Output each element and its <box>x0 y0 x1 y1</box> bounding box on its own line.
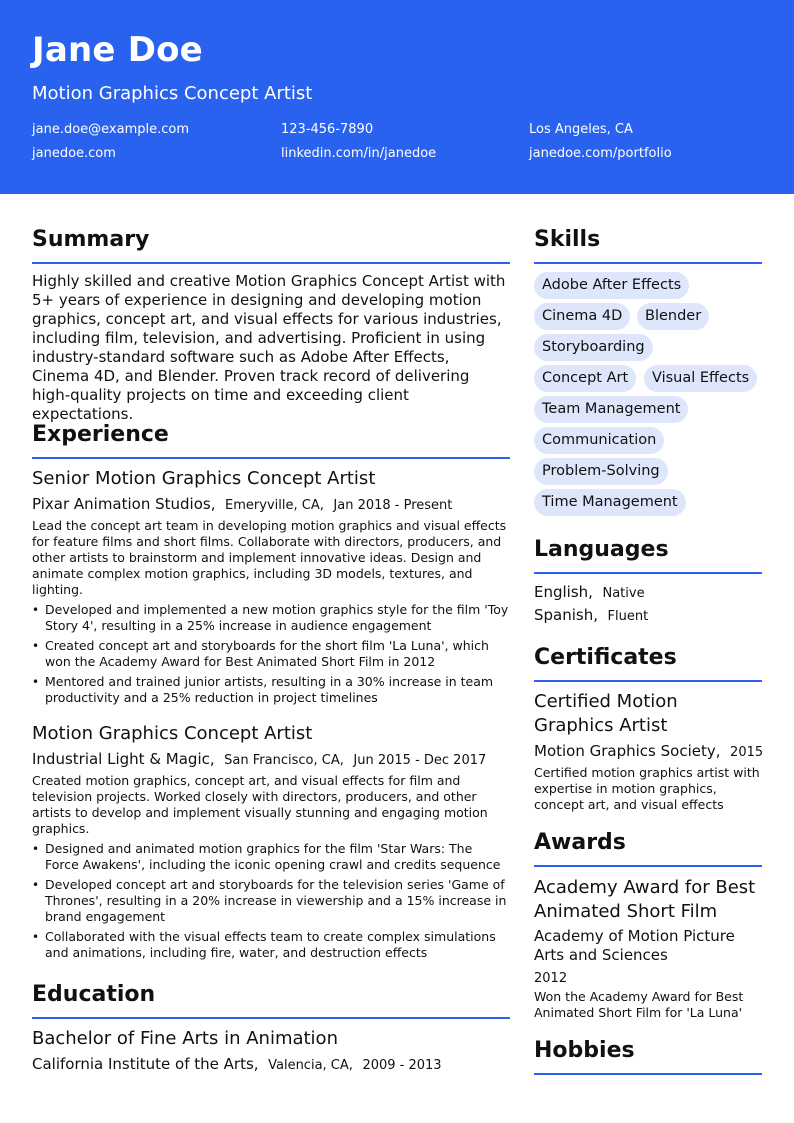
job-description: Created motion graphics, concept art, and visual effects for film and television projects. Worked closely with directors, producers, and other artists to develop and implement visually stunning and engaging motion graphics. <box>32 773 488 836</box>
hobbies-divider <box>534 1073 762 1075</box>
job-meta <box>32 750 486 768</box>
job-title: Senior Motion Graphics Concept Artist <box>32 468 376 489</box>
degree-title: Bachelor of Fine Arts in Animation <box>32 1028 338 1049</box>
certificate-year: 2015 <box>730 745 764 760</box>
award-description: Won the Academy Award for Best Animated Short Film for 'La Luna' <box>534 989 744 1020</box>
language-item <box>534 583 645 601</box>
language-name: Spanish, <box>534 606 598 624</box>
skill-tag: Adobe After Effects <box>534 272 689 299</box>
phone-number[interactable]: 123-456-7890 <box>281 122 374 137</box>
summary-heading: Summary <box>32 227 150 252</box>
achievement-item: • Collaborated with the visual effects team to create complex simulations and animations, including fire, water, and destruction effects <box>32 929 510 961</box>
achievement-item: • Created concept art and storyboards for the short film 'La Luna', which won the Academy Award for Best Animated Short Film in 2012 <box>32 638 510 670</box>
awards-heading: Awards <box>534 830 626 855</box>
certificate-description: Certified motion graphics artist with expertise in motion graphics, concept art, and visual effects <box>534 765 760 812</box>
skill-tag: Communication <box>534 427 664 454</box>
skill-tag: Cinema 4D <box>534 303 630 330</box>
skill-tag: Time Management <box>534 489 686 516</box>
job-dates: Jan 2018 - Present <box>333 498 453 513</box>
person-name: Jane Doe <box>32 30 203 70</box>
education-divider <box>32 1017 510 1019</box>
award-issuer: Academy of Motion Picture Arts and Sciences <box>534 927 735 964</box>
job-location: San Francisco, CA, <box>224 753 344 768</box>
certificates-heading: Certificates <box>534 645 677 670</box>
summary-text: Highly skilled and creative Motion Graphics Concept Artist with 5+ years of experience in designing and developing motion graphics, concept art, and visual effects for various industries, including film, television, and advertising. Proficient in using industry-standard software such as Adobe After Effects, Cinema 4D, and Blender. Proven track record of delivering high-quality projects on time and exceeding client expectations. <box>32 272 506 423</box>
languages-divider <box>534 572 762 574</box>
portfolio-link[interactable]: janedoe.com/portfolio <box>529 146 672 161</box>
job-role: Motion Graphics Concept Artist <box>32 83 313 104</box>
language-item <box>534 606 648 624</box>
education-meta <box>32 1055 442 1073</box>
skill-tag: Blender <box>637 303 709 330</box>
certificates-divider <box>534 680 762 682</box>
company-name: Pixar Animation Studios, <box>32 495 216 513</box>
award-name: Academy Award for Best Animated Short Film <box>534 877 756 922</box>
achievement-item: • Developed concept art and storyboards for the television series 'Game of Thrones', resulting in a 20% increase in viewership and a 15% increase in brand engagement <box>32 877 510 925</box>
skills-heading: Skills <box>534 227 601 252</box>
award-year-text: 2012 <box>534 971 568 986</box>
website-link[interactable]: janedoe.com <box>32 146 116 161</box>
email-link[interactable]: jane.doe@example.com <box>32 122 190 137</box>
skill-tag: Problem-Solving <box>534 458 668 485</box>
experience-heading: Experience <box>32 422 169 447</box>
language-name: English, <box>534 583 593 601</box>
school-location: Valencia, CA, <box>268 1058 353 1073</box>
certificate-issuer: Motion Graphics Society, <box>534 742 721 760</box>
skill-tag: Visual Effects <box>644 365 757 392</box>
job-location: Emeryville, CA, <box>225 498 324 513</box>
job-achievements <box>32 841 510 965</box>
skill-tag: Team Management <box>534 396 688 423</box>
achievement-item: • Developed and implemented a new motion graphics style for the film 'Toy Story 4', resulting in a 25% increase in audience engagement <box>32 602 510 634</box>
awards-divider <box>534 865 762 867</box>
achievement-item: • Mentored and trained junior artists, resulting in a 30% increase in team productivity and a 25% reduction in project timelines <box>32 674 510 706</box>
summary-divider <box>32 262 510 264</box>
language-level: Native <box>602 586 645 601</box>
company-name: Industrial Light & Magic, <box>32 750 215 768</box>
school-name: California Institute of the Arts, <box>32 1055 259 1073</box>
hobbies-heading: Hobbies <box>534 1038 635 1063</box>
linkedin-link[interactable]: linkedin.com/in/janedoe <box>281 146 437 161</box>
job-description: Lead the concept art team in developing motion graphics and visual effects for feature films and short films. Collaborate with directors, producers, and other artists to brainstorm and implement innovative ideas. Design and animate complex motion graphics, including 3D models, textures, and lighting. <box>32 518 507 597</box>
award-year <box>534 968 567 986</box>
language-level: Fluent <box>607 609 649 624</box>
job-meta <box>32 495 452 513</box>
experience-divider <box>32 457 510 459</box>
job-dates: Jun 2015 - Dec 2017 <box>353 753 487 768</box>
education-dates: 2009 - 2013 <box>362 1058 442 1073</box>
achievement-item: • Designed and animated motion graphics for the film 'Star Wars: The Force Awakens', including the iconic opening crawl and credits sequence <box>32 841 510 873</box>
certificate-meta <box>534 742 763 760</box>
skill-tag: Storyboarding <box>534 334 653 361</box>
skill-tag: Concept Art <box>534 365 636 392</box>
languages-heading: Languages <box>534 537 669 562</box>
job-title: Motion Graphics Concept Artist <box>32 723 313 744</box>
location: Los Angeles, CA <box>529 122 633 137</box>
skills-divider <box>534 262 762 264</box>
resume-header <box>0 0 794 194</box>
certificate-name: Certified Motion Graphics Artist <box>534 691 678 736</box>
job-achievements <box>32 602 510 710</box>
education-heading: Education <box>32 982 156 1007</box>
